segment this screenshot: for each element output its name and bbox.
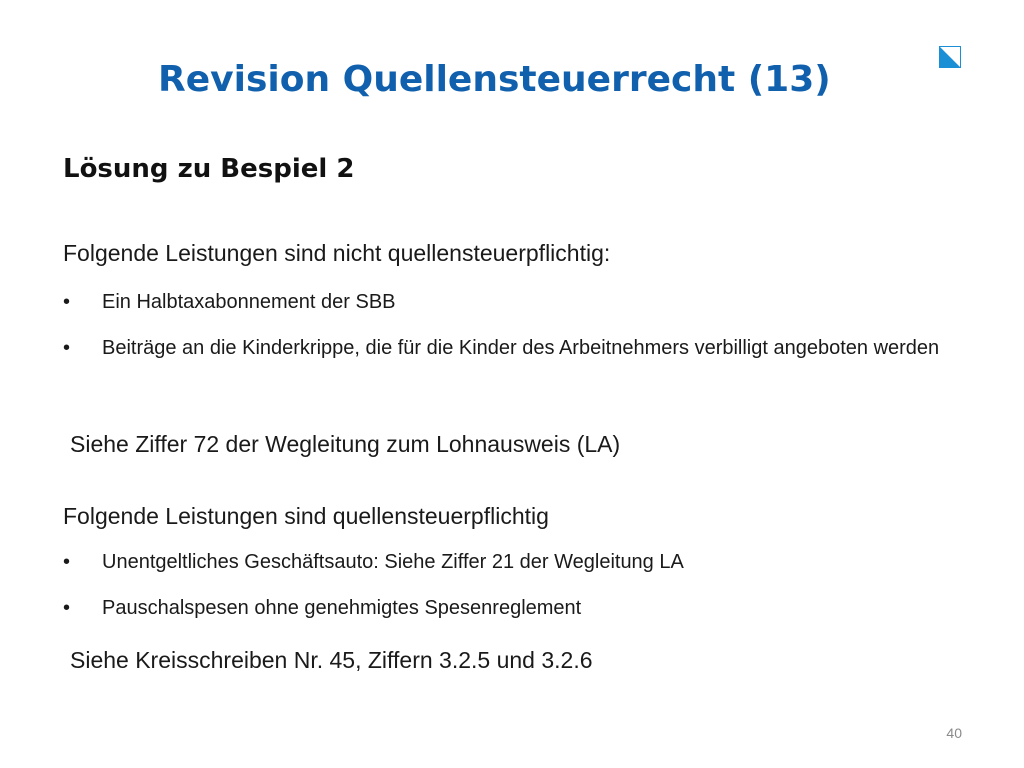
list-item-text: Unentgeltliches Geschäftsauto: Siehe Ziffer 21 der Wegleitung LA	[102, 551, 684, 573]
bullet-marker: •	[63, 597, 71, 619]
section2-reference	[63, 646, 593, 676]
list-item-text: Pauschalspesen ohne genehmigtes Spesenreglement	[102, 597, 582, 619]
page-number: 40	[946, 725, 962, 741]
list-item-text: Ein Halbtaxabonnement der SBB	[102, 291, 396, 313]
list-item	[63, 585, 983, 631]
bullet-marker: •	[63, 337, 71, 359]
bullet-marker: •	[63, 291, 71, 313]
slide-title: Revision Quellensteuerrecht (13)	[158, 59, 831, 100]
bullet-marker: •	[63, 551, 71, 573]
slide-subtitle: Lösung zu Bespiel 2	[63, 154, 355, 184]
reference-text: Siehe Ziffer 72 der Wegleitung zum Lohnausweis (LA)	[70, 431, 621, 457]
list-item-text: Beiträge an die Kinderkrippe, die für die Kinder des Arbeitnehmers verbilligt angeboten werden	[102, 337, 940, 359]
reference-text: Siehe Kreisschreiben Nr. 45, Ziffern 3.2.5 und 3.2.6	[70, 647, 593, 673]
list-item	[63, 279, 983, 325]
section1-reference	[63, 430, 620, 460]
section1-intro: Folgende Leistungen sind nicht quellensteuerpflichtig:	[63, 240, 611, 266]
list-item	[63, 325, 983, 371]
list-item	[63, 539, 983, 585]
canton-zurich-flag-icon	[939, 46, 961, 68]
section2-intro: Folgende Leistungen sind quellensteuerpflichtig	[63, 503, 549, 529]
